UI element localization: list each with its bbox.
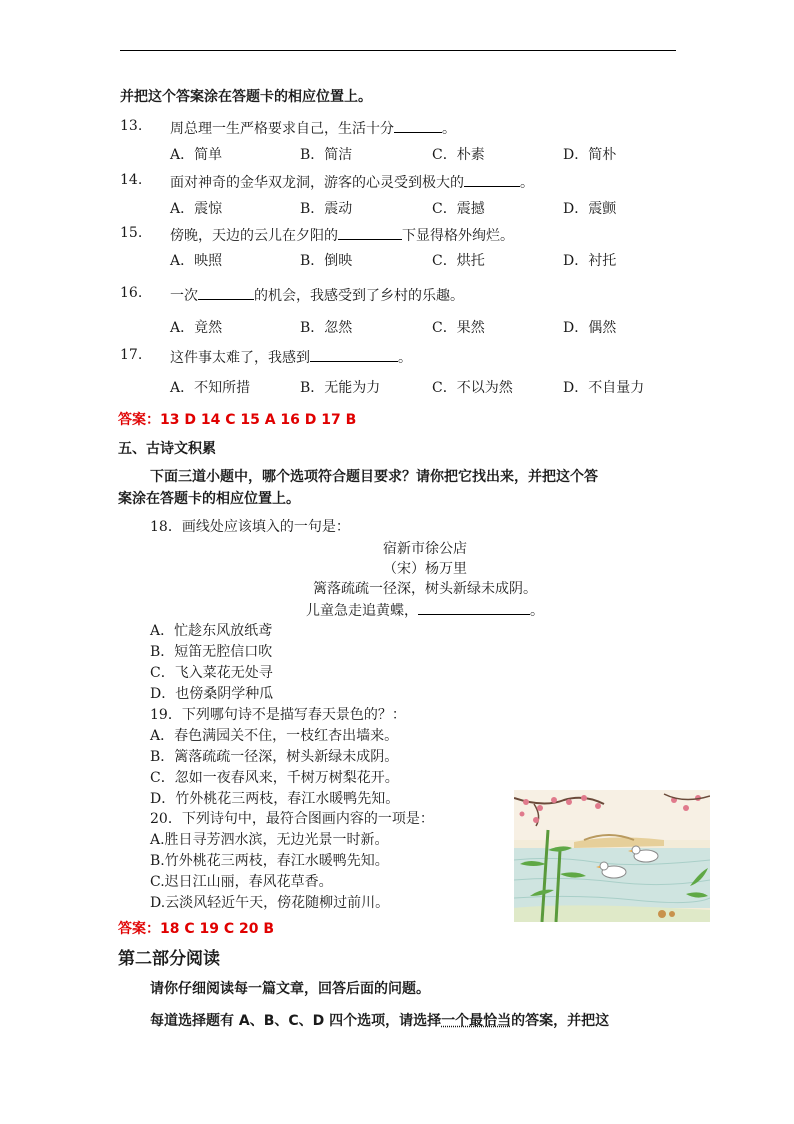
option-c: C．果然 bbox=[432, 320, 485, 336]
option-d: D．衬托 bbox=[563, 253, 617, 269]
question-stem: 19．下列哪句诗不是描写春天景色的？： bbox=[150, 707, 406, 723]
option-b: B．篱落疏疏一径深，树头新绿未成阴。 bbox=[150, 749, 399, 765]
answer-blank bbox=[418, 600, 530, 615]
part-2-instruction: 请你仔细阅读每一篇文章，回答后面的问题。 bbox=[150, 981, 430, 997]
option-c: C．震撼 bbox=[432, 201, 485, 217]
question-stem: 面对神奇的金华双龙洞，游客的心灵受到极大的 。 bbox=[170, 172, 534, 192]
option-c: C．忽如一夜春风来，千树万树梨花开。 bbox=[150, 770, 399, 786]
answer-blank bbox=[394, 118, 442, 133]
poem-title: 宿新市徐公店 bbox=[383, 541, 467, 557]
emphasized-phrase: 一个最恰当 bbox=[441, 1013, 512, 1029]
option-a: A．震惊 bbox=[170, 201, 223, 217]
answer-key-1: 答案：13 D 14 C 15 A 16 D 17 B bbox=[118, 412, 357, 428]
option-b: B．简洁 bbox=[300, 147, 353, 163]
header-instruction: 并把这个答案涂在答题卡的相应位置上。 bbox=[120, 89, 372, 105]
option-d: D．竹外桃花三两枝，春江水暖鸭先知。 bbox=[150, 791, 400, 807]
option-a: A．春色满园关不住，一枝红杏出墙来。 bbox=[150, 728, 399, 744]
option-b: B．无能为力 bbox=[300, 380, 381, 396]
answer-key-2: 答案：18 C 19 C 20 B bbox=[118, 921, 275, 937]
option-d: D.云淡风轻近午天，傍花随柳过前川。 bbox=[150, 895, 390, 911]
question-number: 15. bbox=[120, 225, 143, 241]
option-c: C．飞入菜花无处寻 bbox=[150, 665, 273, 681]
section-5-instruction: 下面三道小题中，哪个选项符合题目要求？请你把它找出来，并把这个答 bbox=[150, 469, 598, 485]
section-5-instruction-cont: 案涂在答题卡的相应位置上。 bbox=[118, 491, 300, 507]
option-d: D．也傍桑阴学种瓜 bbox=[150, 686, 274, 702]
option-d: D．简朴 bbox=[563, 147, 617, 163]
option-b: B．短笛无腔信口吹 bbox=[150, 644, 273, 660]
part-2-title: 第二部分阅读 bbox=[118, 949, 220, 969]
answer-blank bbox=[310, 347, 398, 362]
option-c: C.迟日江山丽，春风花草香。 bbox=[150, 874, 333, 890]
answer-blank bbox=[198, 285, 254, 300]
spring-painting-illustration bbox=[514, 790, 710, 922]
header-rule bbox=[120, 50, 676, 51]
question-stem: 20．下列诗句中，最符合图画内容的一项是： bbox=[150, 811, 434, 827]
section-5-title: 五、古诗文积累 bbox=[118, 441, 216, 457]
question-number: 16. bbox=[120, 285, 143, 301]
question-stem: 这件事太难了，我感到 。 bbox=[170, 347, 412, 367]
question-stem: 周总理一生严格要求自己，生活十分 。 bbox=[170, 118, 456, 138]
part-2-instruction-cont: 每道选择题有 A、B、C、D 四个选项，请选择一个最恰当的答案，并把这 bbox=[150, 1013, 610, 1029]
question-stem: 傍晚，天边的云儿在夕阳的 下显得格外绚烂。 bbox=[170, 225, 514, 245]
option-a: A．简单 bbox=[170, 147, 223, 163]
question-number: 13. bbox=[120, 118, 143, 134]
option-a: A.胜日寻芳泗水滨，无边光景一时新。 bbox=[150, 832, 389, 848]
question-stem: 18．画线处应该填入的一句是： bbox=[150, 519, 350, 535]
poem-line-2: 儿童急走追黄蝶， 。 bbox=[225, 600, 625, 620]
option-a: A．不知所措 bbox=[170, 380, 251, 396]
option-d: D．偶然 bbox=[563, 320, 617, 336]
option-b: B．忽然 bbox=[300, 320, 353, 336]
painting-svg bbox=[514, 790, 710, 922]
question-stem: 一次 的机会，我感受到了乡村的乐趣。 bbox=[170, 285, 464, 305]
option-a: A．映照 bbox=[170, 253, 223, 269]
option-c: C．烘托 bbox=[432, 253, 485, 269]
answer-blank bbox=[338, 225, 402, 240]
option-d: D．不自量力 bbox=[563, 380, 645, 396]
option-b: B．震动 bbox=[300, 201, 353, 217]
option-b: B．倒映 bbox=[300, 253, 353, 269]
option-c: C．不以为然 bbox=[432, 380, 513, 396]
poem-author: （宋）杨万里 bbox=[383, 561, 467, 577]
option-a: A．忙趁东风放纸鸢 bbox=[150, 623, 273, 639]
poem-line-1: 篱落疏疏一径深，树头新绿未成阴。 bbox=[313, 581, 537, 597]
question-number: 14. bbox=[120, 172, 143, 188]
option-c: C．朴素 bbox=[432, 147, 485, 163]
question-number: 17. bbox=[120, 347, 143, 363]
option-d: D．震颤 bbox=[563, 201, 617, 217]
option-b: B.竹外桃花三两枝，春江水暖鸭先知。 bbox=[150, 853, 389, 869]
answer-blank bbox=[464, 172, 520, 187]
option-a: A．竟然 bbox=[170, 320, 223, 336]
